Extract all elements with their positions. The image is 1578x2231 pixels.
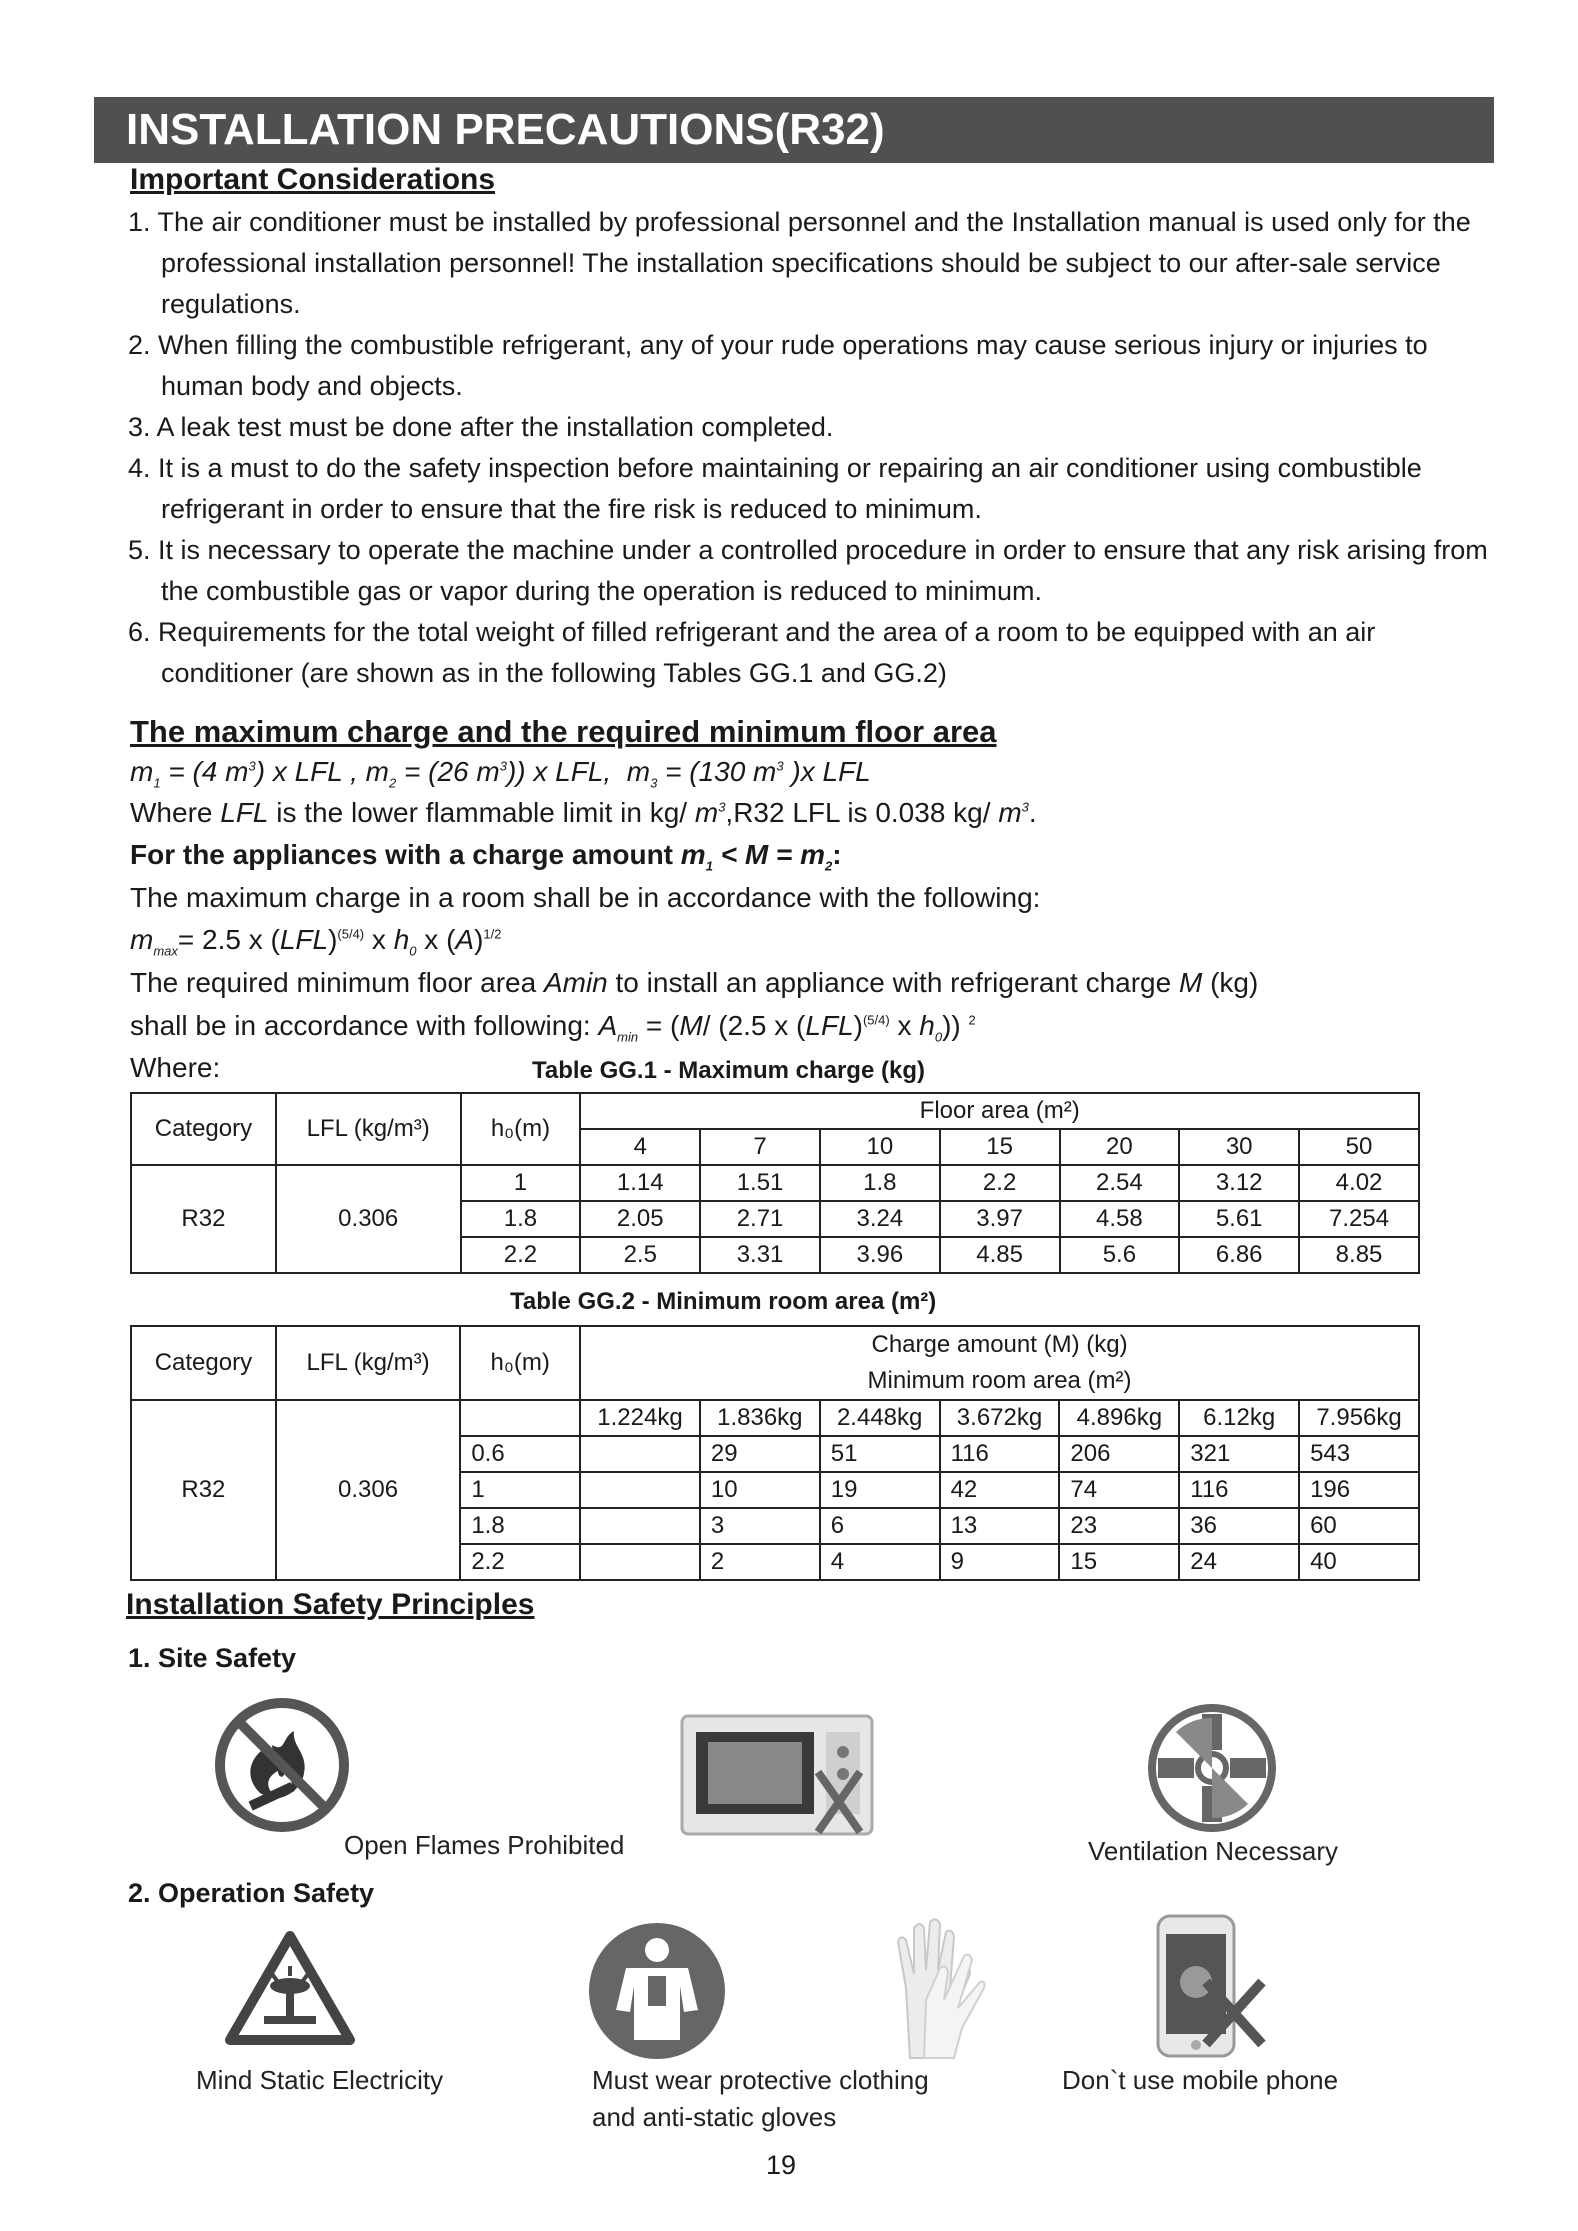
value-cell: 2.5 [580, 1237, 700, 1273]
h0-cell: 2.2 [461, 1237, 581, 1273]
h0-cell: 2.2 [460, 1544, 580, 1580]
value-cell: 2.05 [580, 1201, 700, 1237]
list-item: 4. It is a must to do the safety inspection before maintaining or repairing an air conditioner using combustible refrigerant in order to ensure that the fire risk is reduced to minimum. [128, 453, 1422, 524]
value-cell: 4.02 [1299, 1165, 1419, 1201]
list-item: 1. The air conditioner must be installed by professional personnel and the Installation manual is used only for the professional installation personnel! The installation specifications should be subject to our after-sale service regulations. [128, 207, 1471, 319]
safety-principles-heading: Installation Safety Principles [126, 1588, 535, 1621]
value-cell: 321 [1179, 1436, 1299, 1472]
value-cell: 1.8 [820, 1165, 940, 1201]
value-cell: 3.12 [1179, 1165, 1299, 1201]
value-cell: 6.86 [1179, 1237, 1299, 1273]
value-cell: 42 [940, 1472, 1060, 1508]
value-cell: 40 [1299, 1544, 1419, 1580]
formula-m-values: $m_1 = (4$ $m^3$) x LFL , $m_2 = (26$ $m^3$)) x LFL, $m_3 = (130$ $m^3$ )x LFL [130, 756, 871, 791]
value-cell: 74 [1059, 1472, 1179, 1508]
area-header: 20 [1060, 1129, 1180, 1165]
value-cell: 23 [1059, 1508, 1179, 1544]
protective-clothing-icon [586, 1920, 728, 2062]
value-cell: 7.254 [1299, 1201, 1419, 1237]
value-cell: 19 [820, 1472, 940, 1508]
area-header: 4 [580, 1129, 700, 1165]
value-cell: 1.14 [580, 1165, 700, 1201]
value-cell: 2.2 [940, 1165, 1060, 1201]
value-cell: 116 [1179, 1472, 1299, 1508]
table-row [131, 1165, 1419, 1201]
ventilation-label: Ventilation Necessary [1088, 1836, 1339, 1866]
max-charge-heading: The maximum charge and the required minimum floor area [130, 714, 997, 749]
formula-mmax: $m_{max}= 2.5$ x (LFL)$^{(5/4)}$ x $h_0$ x $(A)^{1/2}$ [130, 924, 502, 959]
no-open-flames-icon [212, 1695, 352, 1835]
area-header: 30 [1179, 1129, 1299, 1165]
value-cell: 543 [1299, 1436, 1419, 1472]
table-gg1-max-charge [130, 1092, 1420, 1274]
ventilation-fan-icon [1146, 1702, 1278, 1834]
col-h0: h₀(m) [461, 1093, 581, 1165]
protective-clothing-label-line2: and anti-static gloves [592, 2102, 837, 2132]
list-item: 2. When filling the combustible refrigerant, any of your rude operations may cause serious injury or injuries to human body and objects. [128, 330, 1428, 401]
lfl-cell: 0.306 [276, 1400, 461, 1580]
value-cell: 196 [1299, 1472, 1419, 1508]
operation-safety-heading: 2. Operation Safety [128, 1878, 375, 1908]
value-cell: 3.24 [820, 1201, 940, 1237]
charge-header: 4.896kg [1059, 1400, 1179, 1436]
value-cell: 6 [820, 1508, 940, 1544]
site-safety-heading: 1. Site Safety [128, 1643, 297, 1673]
formula-amin: shall be in accordance with following: $A_{min} = (M/$ (2.5 x (LFL)$^{(5/4)}$ x $h_0$)) $^2$ [130, 1010, 976, 1045]
no-mobile-phone-label: Don`t use mobile phone [1062, 2065, 1339, 2095]
static-electricity-warning-icon [224, 1930, 356, 2048]
list-item: 6. Requirements for the total weight of filled refrigerant and the area of a room to be equipped with an air conditioner (are shown as in the following Tables GG.1 and GG.2) [128, 617, 1376, 688]
value-cell: 5.6 [1060, 1237, 1180, 1273]
charge-header: 3.672kg [940, 1400, 1060, 1436]
value-cell: 51 [820, 1436, 940, 1472]
col-category: Category [131, 1326, 276, 1400]
table-row [131, 1400, 1419, 1436]
value-cell: 24 [1179, 1544, 1299, 1580]
value-cell: 206 [1059, 1436, 1179, 1472]
value-cell: 5.61 [1179, 1201, 1299, 1237]
value-cell: 10 [700, 1472, 820, 1508]
value-cell: 36 [1179, 1508, 1299, 1544]
value-cell: 3.97 [940, 1201, 1060, 1237]
h0-cell: 1.8 [461, 1201, 581, 1237]
lfl-cell: 0.306 [276, 1165, 461, 1273]
charge-header: 2.448kg [820, 1400, 940, 1436]
open-flames-label: Open Flames Prohibited [344, 1830, 625, 1860]
value-cell: 13 [940, 1508, 1060, 1544]
charge-header: 6.12kg [1179, 1400, 1299, 1436]
charge-header: 7.956kg [1299, 1400, 1419, 1436]
value-cell [580, 1472, 700, 1508]
table2-caption: Table GG.2 - Minimum room area (m²) [510, 1288, 937, 1315]
h0-cell [460, 1400, 580, 1436]
area-header: 10 [820, 1129, 940, 1165]
area-header: 15 [940, 1129, 1060, 1165]
static-electricity-label: Mind Static Electricity [196, 2065, 444, 2095]
category-cell: R32 [131, 1400, 276, 1580]
value-cell: 2 [700, 1544, 820, 1580]
no-mobile-phone-icon [1152, 1912, 1272, 2062]
value-cell: 29 [700, 1436, 820, 1472]
value-cell: 2.54 [1060, 1165, 1180, 1201]
value-cell: 116 [940, 1436, 1060, 1472]
h0-cell: 0.6 [460, 1436, 580, 1472]
floor-area-header: Floor area (m²) [580, 1093, 1419, 1129]
list-item: 3. A leak test must be done after the installation completed. [128, 412, 834, 442]
col-category: Category [131, 1093, 276, 1165]
table1-caption: Table GG.1 - Maximum charge (kg) [532, 1057, 925, 1084]
microwave-prohibited-icon [678, 1702, 878, 1842]
charge-amount-header: Charge amount (M) (kg) [580, 1326, 1419, 1363]
col-h0: h₀(m) [460, 1326, 580, 1400]
col-lfl: LFL (kg/m³) [276, 1326, 461, 1400]
col-lfl: LFL (kg/m³) [276, 1093, 461, 1165]
list-item: 5. It is necessary to operate the machine under a controlled procedure in order to ensure that any risk arising from the combustible gas or vapor during the operation is reduced to minimum. [128, 535, 1488, 606]
value-cell: 3.96 [820, 1237, 940, 1273]
value-cell: 4 [820, 1544, 940, 1580]
category-cell: R32 [131, 1165, 276, 1273]
value-cell: 3 [700, 1508, 820, 1544]
value-cell: 9 [940, 1544, 1060, 1580]
where-label: Where: [130, 1052, 221, 1083]
value-cell: 60 [1299, 1508, 1419, 1544]
value-cell: 15 [1059, 1544, 1179, 1580]
value-cell: 2.71 [700, 1201, 820, 1237]
value-cell: 8.85 [1299, 1237, 1419, 1273]
charge-header: 1.224kg [580, 1400, 700, 1436]
h0-cell: 1 [461, 1165, 581, 1201]
value-cell: 3.31 [700, 1237, 820, 1273]
min-area-text: The required minimum floor area Amin to install an appliance with refrigerant charge M (kg) [130, 967, 1259, 998]
value-cell [580, 1508, 700, 1544]
page-number: 19 [766, 2150, 797, 2180]
protective-clothing-label-line1: Must wear protective clothing [592, 2065, 929, 2095]
important-considerations-heading: Important Considerations [130, 163, 496, 196]
appliance-condition: For the appliances with a charge amount $m_1 < M = m_2$: [130, 839, 842, 874]
anti-static-gloves-icon [880, 1908, 990, 2068]
max-charge-intro: The maximum charge in a room shall be in accordance with the following: [130, 882, 1041, 913]
lfl-definition: Where LFL is the lower flammable limit in kg/ $m^3,R32$ LFL is 0.038 kg/ $m^3$. [130, 797, 1037, 828]
page-title-banner: INSTALLATION PRECAUTIONS(R32) [94, 97, 1494, 163]
important-considerations-list [128, 202, 1508, 694]
value-cell: 1.51 [700, 1165, 820, 1201]
value-cell: 4.58 [1060, 1201, 1180, 1237]
charge-header: 1.836kg [700, 1400, 820, 1436]
value-cell: 4.85 [940, 1237, 1060, 1273]
value-cell [580, 1436, 700, 1472]
area-header: 50 [1299, 1129, 1419, 1165]
min-room-area-header: Minimum room area (m²) [580, 1363, 1419, 1400]
h0-cell: 1.8 [460, 1508, 580, 1544]
table-gg2-min-room-area [130, 1325, 1420, 1581]
value-cell [580, 1544, 700, 1580]
area-header: 7 [700, 1129, 820, 1165]
h0-cell: 1 [460, 1472, 580, 1508]
